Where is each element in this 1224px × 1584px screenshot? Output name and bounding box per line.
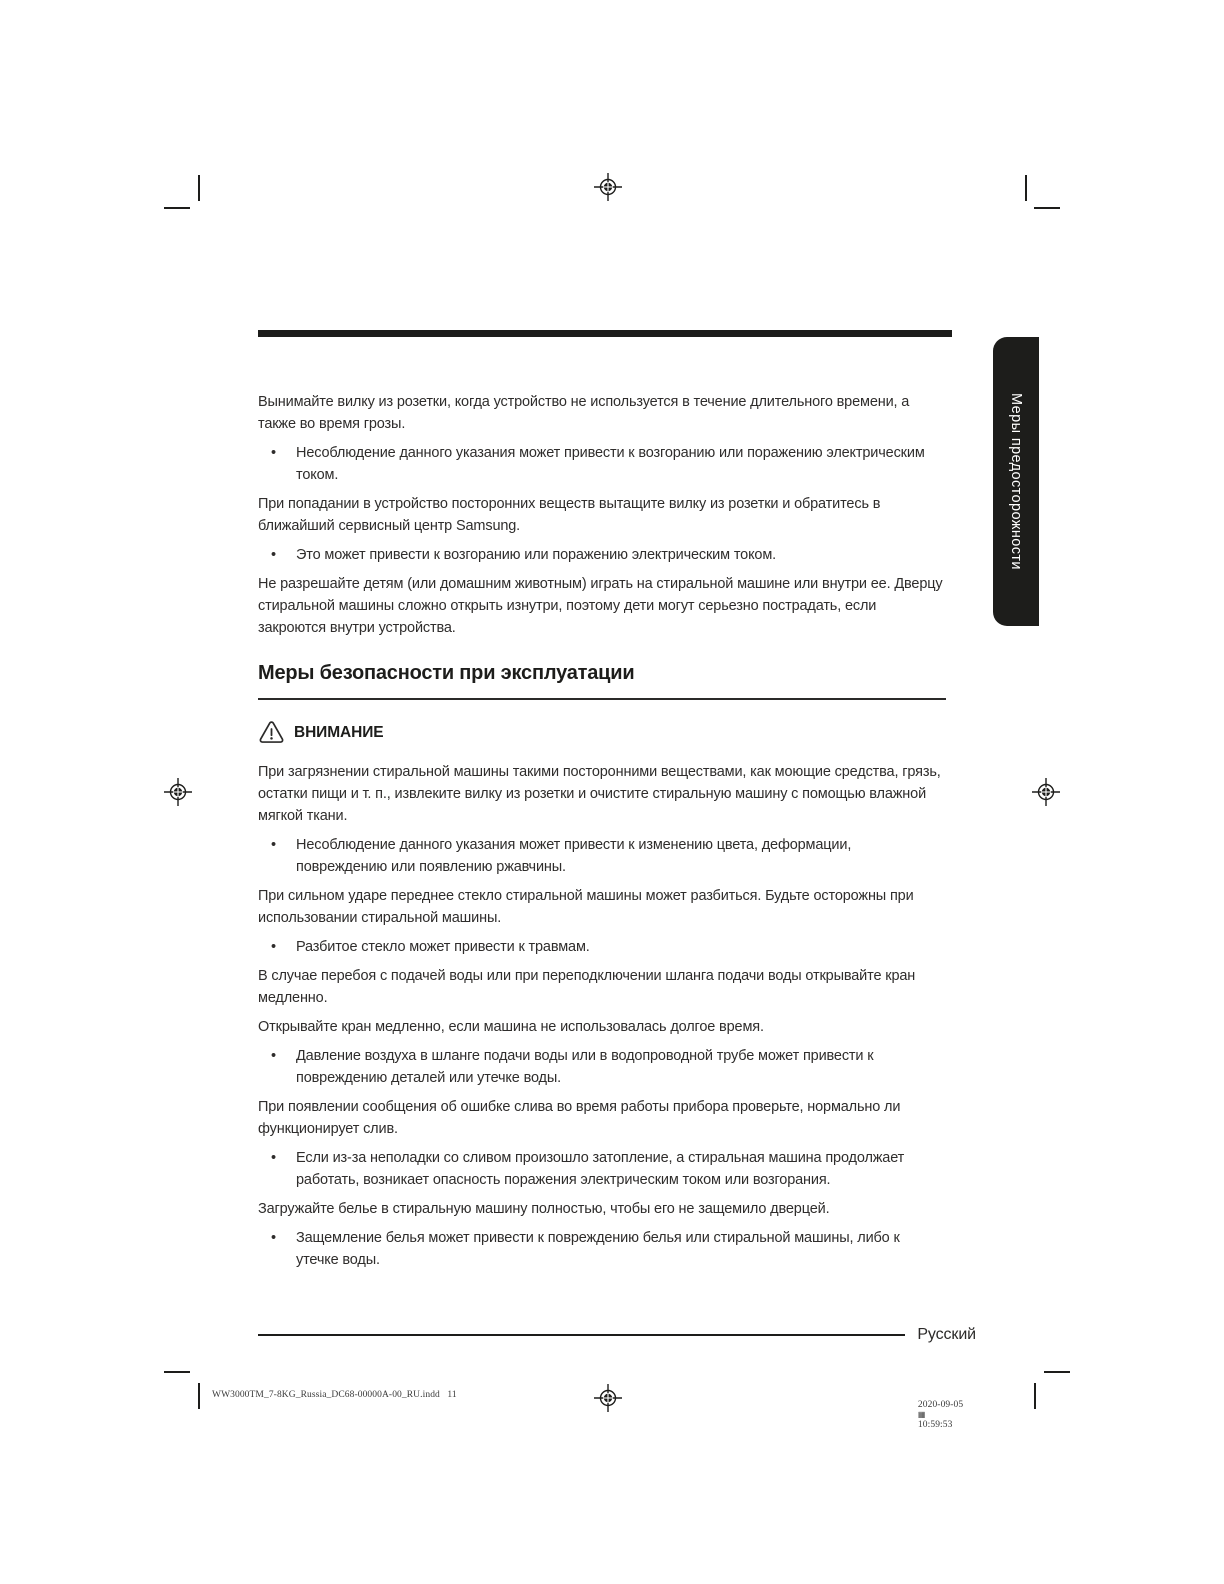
slug-date: 2020-09-05 bbox=[917, 1400, 964, 1410]
crop-mark-bottom-right-horizontal bbox=[1044, 1371, 1070, 1373]
slug-time: 10:59:53 bbox=[917, 1420, 953, 1430]
bullet-text: Защемление белья может привести к повреждению белья или стиральной машины, либо к утечке воды. bbox=[296, 1230, 900, 1268]
bullet-dot: • bbox=[271, 445, 276, 461]
chapter-side-tab-label: Меры предосторожности bbox=[1008, 393, 1024, 570]
bullet-text: Это может привести к возгоранию или поражению электрическим током. bbox=[296, 547, 777, 563]
page-footer bbox=[258, 1326, 976, 1344]
bullet-text: Разбитое стекло может привести к травмам. bbox=[296, 939, 590, 955]
slug-meridiem-glyph: ▦ bbox=[917, 1410, 926, 1419]
paragraph: При попадании в устройство посторонних веществ вытащите вилку из розетки и обратитесь в ближайший сервисный центр Samsung. bbox=[258, 496, 881, 534]
paragraph: При сильном ударе переднее стекло стиральной машины может разбиться. Будьте осторожны при использовании стиральной машины. bbox=[258, 888, 914, 926]
bullet-text: Несоблюдение данного указания может привести к изменению цвета, деформации, повреждению или появлению ржавчины. bbox=[296, 837, 852, 875]
paragraph-block bbox=[258, 391, 946, 486]
bullet-item bbox=[258, 544, 946, 566]
paragraph: Не разрешайте детям (или домашним животным) играть на стиральной машине или внутри ее. Дверцу стиральной машины сложно открыть изнутри, поэтому дети могут серьезно пострадать, если закроются внутри устройства. bbox=[258, 576, 943, 636]
paragraph-block bbox=[258, 1096, 946, 1191]
bullet-item bbox=[258, 1227, 946, 1271]
bullet-dot: • bbox=[271, 1048, 276, 1064]
paragraph-block bbox=[258, 573, 946, 639]
paragraph: Вынимайте вилку из розетки, когда устройство не используется в течение длительного времени, а также во время грозы. bbox=[258, 394, 910, 432]
bullet-item bbox=[258, 1147, 946, 1191]
paragraph: Открывайте кран медленно, если машина не использовалась долгое время. bbox=[258, 1019, 764, 1035]
warning-label: ВНИМАНИЕ bbox=[294, 723, 384, 741]
crop-mark-top-right-horizontal bbox=[1034, 207, 1060, 209]
crop-mark-bottom-left-vertical bbox=[198, 1383, 200, 1409]
slug-timestamp bbox=[908, 1390, 963, 1440]
crop-mark-bottom-right-vertical bbox=[1034, 1383, 1036, 1409]
chapter-top-bar bbox=[258, 330, 952, 337]
registration-mark-icon bbox=[594, 173, 622, 201]
footer-rule bbox=[258, 1334, 905, 1336]
bullet-item bbox=[258, 936, 946, 958]
paragraph-block bbox=[258, 1016, 946, 1089]
bullet-dot: • bbox=[271, 1230, 276, 1246]
crop-mark-top-left-horizontal bbox=[164, 207, 190, 209]
registration-mark-icon bbox=[1032, 778, 1060, 806]
bullet-item bbox=[258, 834, 946, 878]
bullet-item bbox=[258, 442, 946, 486]
registration-mark-icon bbox=[164, 778, 192, 806]
paragraph: В случае перебоя с подачей воды или при переподключении шланга подачи воды открывайте кран медленно. bbox=[258, 968, 916, 1006]
paragraph: При загрязнении стиральной машины такими посторонними веществами, как моющие средства, грязь, остатки пищи и т. п., извлеките вилку из розетки и очистите стиральную машину с помощью влажной мягкой ткани. bbox=[258, 764, 941, 824]
warning-header bbox=[258, 720, 946, 745]
paragraph: При появлении сообщения об ошибке слива во время работы прибора проверьте, нормально ли функционирует слив. bbox=[258, 1099, 901, 1137]
bullet-dot: • bbox=[271, 1150, 276, 1166]
body-text-column bbox=[258, 391, 946, 1278]
paragraph: Загружайте белье в стиральную машину полностью, чтобы его не защемило дверцей. bbox=[258, 1201, 830, 1217]
bullet-item bbox=[258, 1045, 946, 1089]
paragraph-block bbox=[258, 761, 946, 878]
crop-mark-top-right-vertical bbox=[1025, 175, 1027, 201]
paragraph-block bbox=[258, 1198, 946, 1271]
bullet-text: Несоблюдение данного указания может привести к возгоранию или поражению электрическим током. bbox=[296, 445, 925, 483]
footer-language-label: Русский bbox=[917, 1326, 976, 1343]
slug-filename: WW3000TM_7-8KG_Russia_DC68-00000A-00_RU.indd 11 bbox=[212, 1390, 457, 1400]
warning-triangle-icon bbox=[258, 720, 285, 745]
registration-mark-icon bbox=[594, 1384, 622, 1412]
chapter-side-tab bbox=[993, 337, 1039, 626]
paragraph-block bbox=[258, 885, 946, 958]
section-title: Меры безопасности при эксплуатации bbox=[258, 661, 946, 700]
crop-mark-top-left-vertical bbox=[198, 175, 200, 201]
paragraph-block bbox=[258, 965, 946, 1009]
bullet-dot: • bbox=[271, 939, 276, 955]
bullet-text: Давление воздуха в шланге подачи воды или в водопроводной трубе может привести к повреждению деталей или утечке воды. bbox=[296, 1048, 874, 1086]
bullet-dot: • bbox=[271, 547, 276, 563]
bullet-text: Если из-за неполадки со сливом произошло затопление, а стиральная машина продолжает работать, возникает опасность поражения электрическим током или возгорания. bbox=[296, 1150, 905, 1188]
bullet-dot: • bbox=[271, 837, 276, 853]
paragraph-block bbox=[258, 493, 946, 566]
crop-mark-bottom-left-horizontal bbox=[164, 1371, 190, 1373]
